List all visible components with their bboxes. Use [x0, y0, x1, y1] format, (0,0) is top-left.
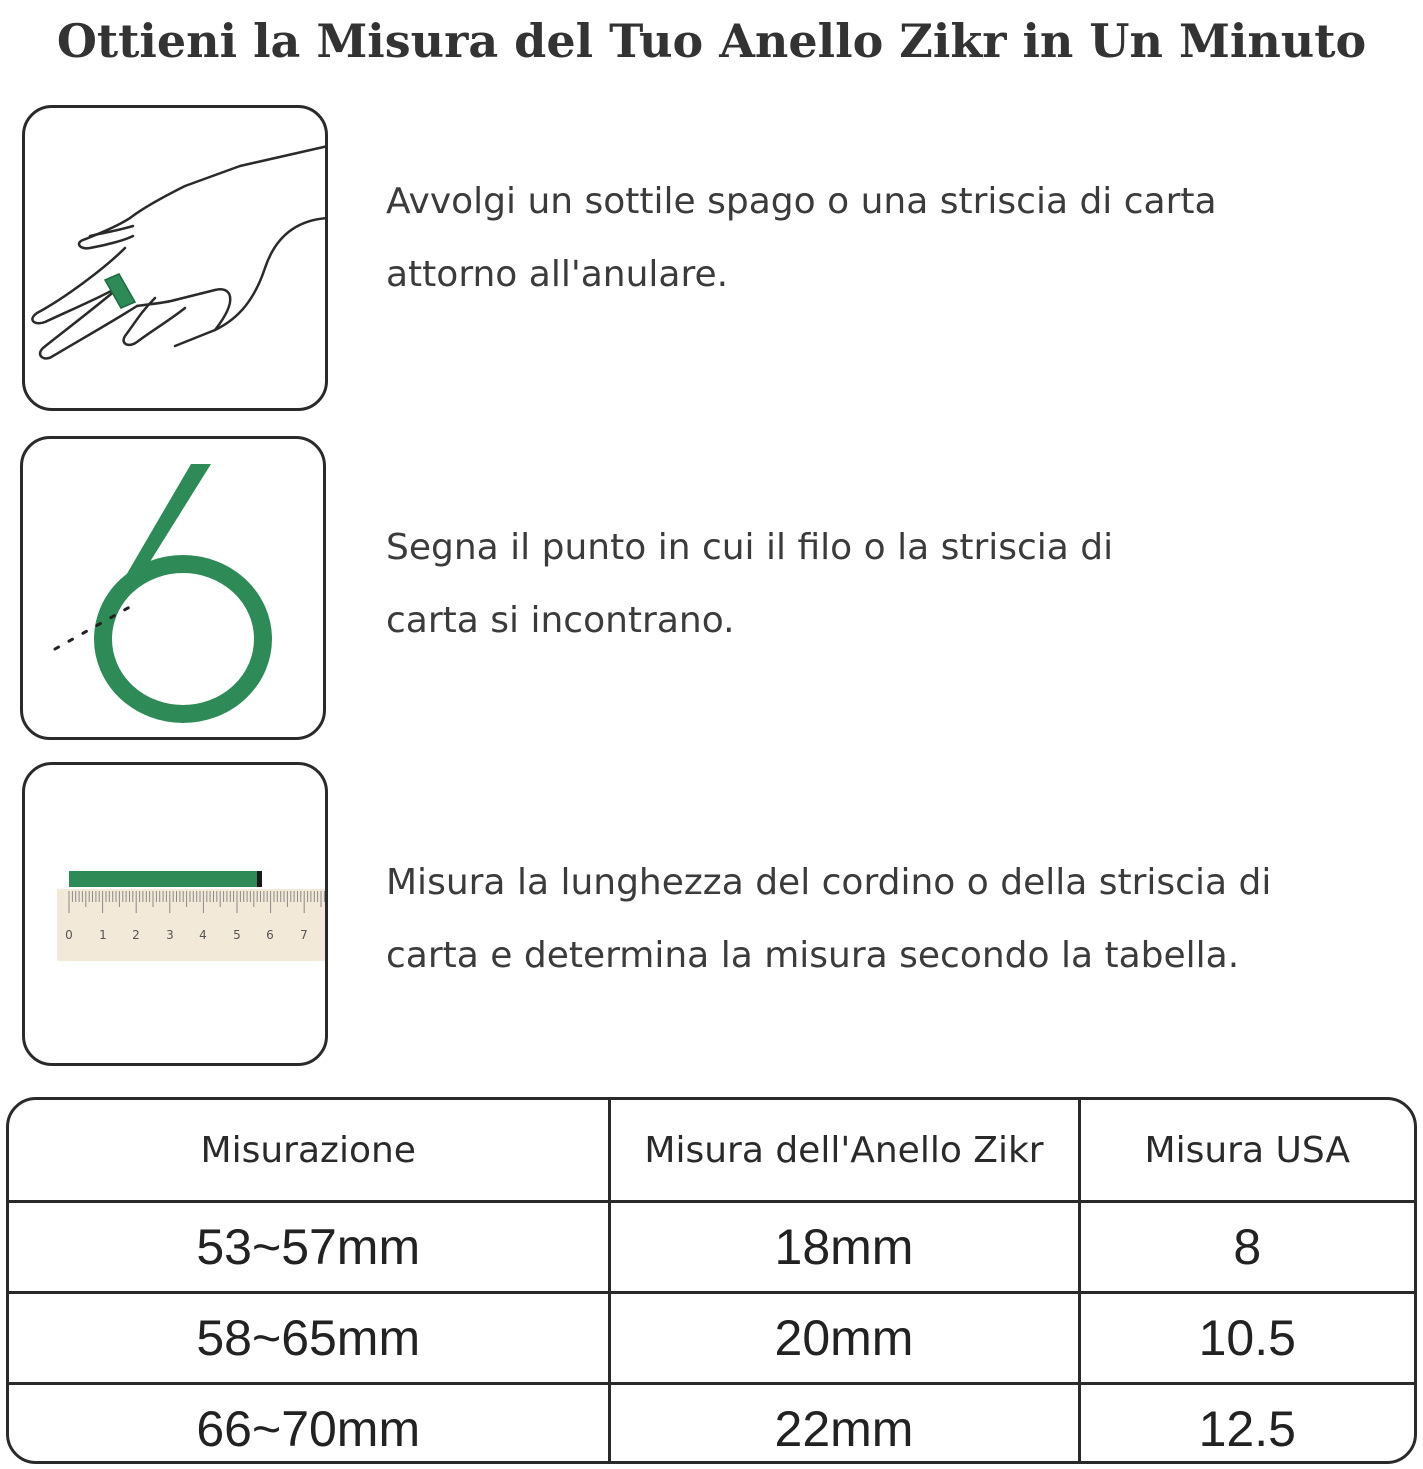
ruler-label-6: 6	[266, 928, 274, 942]
cell-zikr-size: 22mm	[609, 1384, 1079, 1465]
step-1-line-1: Avvolgi un sottile spago o una striscia di carta	[386, 181, 1217, 222]
step-2-line-2: carta si incontrano.	[386, 600, 735, 641]
ruler-label-3: 3	[166, 928, 174, 942]
header-zikr-size: Misura dell'Anello Zikr	[609, 1100, 1079, 1202]
ruler-strip-icon	[25, 765, 325, 1065]
cell-us-size: 10.5	[1079, 1293, 1414, 1384]
cell-us-size: 12.5	[1079, 1384, 1414, 1465]
step-2-illustration-frame	[20, 436, 326, 740]
ruler-label-2: 2	[132, 928, 140, 942]
table-header-row	[9, 1100, 1414, 1202]
step-2-instruction	[386, 511, 1113, 657]
cell-measurement: 58~65mm	[9, 1293, 609, 1384]
step-1-line-2: attorno all'anulare.	[386, 254, 729, 295]
ruler-label-5: 5	[233, 928, 241, 942]
cell-zikr-size: 18mm	[609, 1202, 1079, 1293]
page-title: Ottieni la Misura del Tuo Anello Zikr in Un Minuto	[56, 14, 1367, 68]
step-1-illustration-frame	[22, 105, 328, 411]
ruler-label-7: 7	[300, 928, 308, 942]
hand-ring-icon	[25, 108, 325, 408]
step-3-line-2: carta e determina la misura secondo la tabella.	[386, 935, 1240, 976]
ruler-label-4: 4	[199, 928, 207, 942]
ruler-label-0: 0	[65, 928, 73, 942]
header-measurement: Misurazione	[9, 1100, 609, 1202]
cell-zikr-size: 20mm	[609, 1293, 1079, 1384]
header-us-size: Misura USA	[1079, 1100, 1414, 1202]
step-3-instruction	[386, 846, 1271, 992]
table-row	[9, 1384, 1414, 1465]
paper-strip-loop-icon	[23, 439, 323, 739]
size-table	[6, 1097, 1417, 1464]
step-3-illustration-frame	[22, 762, 328, 1066]
table-row	[9, 1202, 1414, 1293]
cell-measurement: 53~57mm	[9, 1202, 609, 1293]
cell-us-size: 8	[1079, 1202, 1414, 1293]
step-2-line-1: Segna il punto in cui il filo o la striscia di	[386, 527, 1114, 568]
ruler-label-1: 1	[99, 928, 107, 942]
cell-measurement: 66~70mm	[9, 1384, 609, 1465]
step-1-instruction	[386, 165, 1217, 311]
step-3-line-1: Misura la lunghezza del cordino o della striscia di	[386, 862, 1272, 903]
table-row	[9, 1293, 1414, 1384]
